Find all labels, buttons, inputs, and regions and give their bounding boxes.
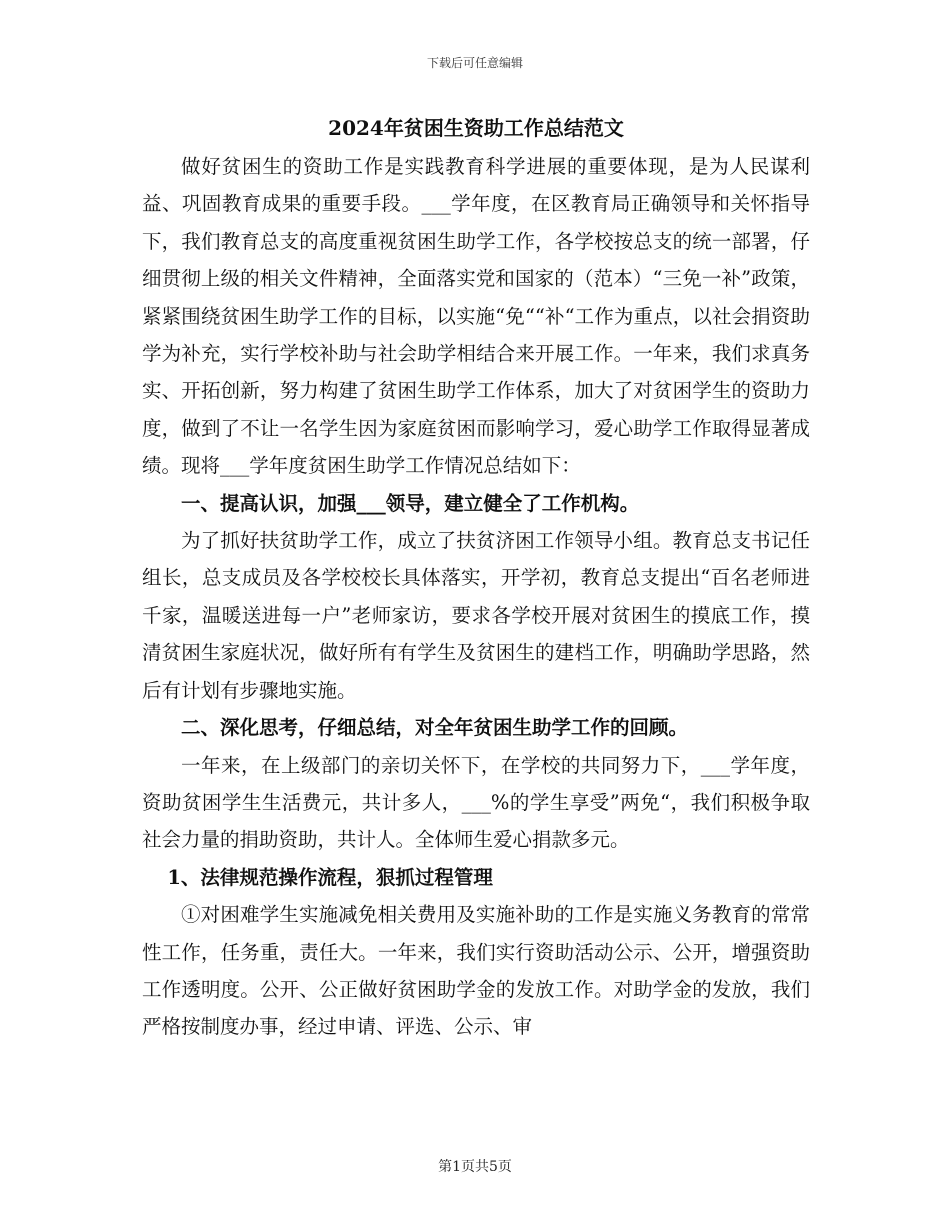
section-2-paragraph: 一年来，在上级部门的亲切关怀下，在学校的共同努力下，___学年度，资助贫困学生生活费元，共计多人，___%的学生享受”两免“，我们积极争取社会力量的捐助资助，共计人。全体师生爱心捐款多元。 — [142, 753, 810, 852]
intro-paragraph: 做好贫困生的资助工作是实践教育科学进展的重要体现，是为人民谋利益、巩固教育成果的重要手段。___学年度，在区教育局正确领导和关怀指导下，我们教育总支的高度重视贫困生助学工作，各学校按总支的统一部署，仔细贯彻上级的相关文件精神，全面落实党和国家的（范本）“三免一补”政策，紧紧围绕贫困生助学工作的目标，以实施“免““补“工作为重点，以社会捐资助学为补充，实行学校补助与社会助学相结合来开展工作。一年来，我们求真务实、开拓创新，努力构建了贫困生助学工作体系，加大了对贫困学生的资助力度，做到了不让一名学生因为家庭贫困而影响学习，爱心助学工作取得显著成绩。现将___学年度贫困生助学工作情况总结如下： — [142, 155, 810, 478]
section-1-paragraph: 为了抓好扶贫助学工作，成立了扶贫济困工作领导小组。教育总支书记任组长，总支成员及各学校校长具体落实，开学初，教育总支提出“百名老师进千家，温暖送进每一户”老师家访，要求各学校开展对贫困生的摸底工作，摸清贫困生家庭状况，做好所有有学生及贫困生的建档工作，明确助学思路，然后有计划有步骤地实施。 — [142, 529, 810, 702]
document-body — [142, 110, 810, 1046]
page-header-note: 下载后可任意编辑 — [426, 56, 523, 70]
document-title: 2024年贫困生资助工作总结范文 — [328, 116, 624, 140]
section-2-heading: 二、深化思考，仔细总结，对全年贫困生助学工作的回顾。 — [181, 716, 689, 740]
page-number: 第1页共5页 — [438, 1159, 512, 1175]
subsection-1-paragraph: ①对困难学生实施减免相关费用及实施补助的工作是实施义务教育的常常性工作，任务重，责任大。一年来，我们实行资助活动公示、公开，增强资助工作透明度。公开、公正做好贫困助学金的发放工作。对助学金的发放，我们严格按制度办事，经过申请、评选、公示、审 — [142, 903, 810, 1039]
subsection-1-heading: 1、法律规范操作流程，狠抓过程管理 — [167, 865, 493, 889]
section-1-heading: 一、提高认识，加强___领导，建立健全了工作机构。 — [181, 491, 640, 515]
